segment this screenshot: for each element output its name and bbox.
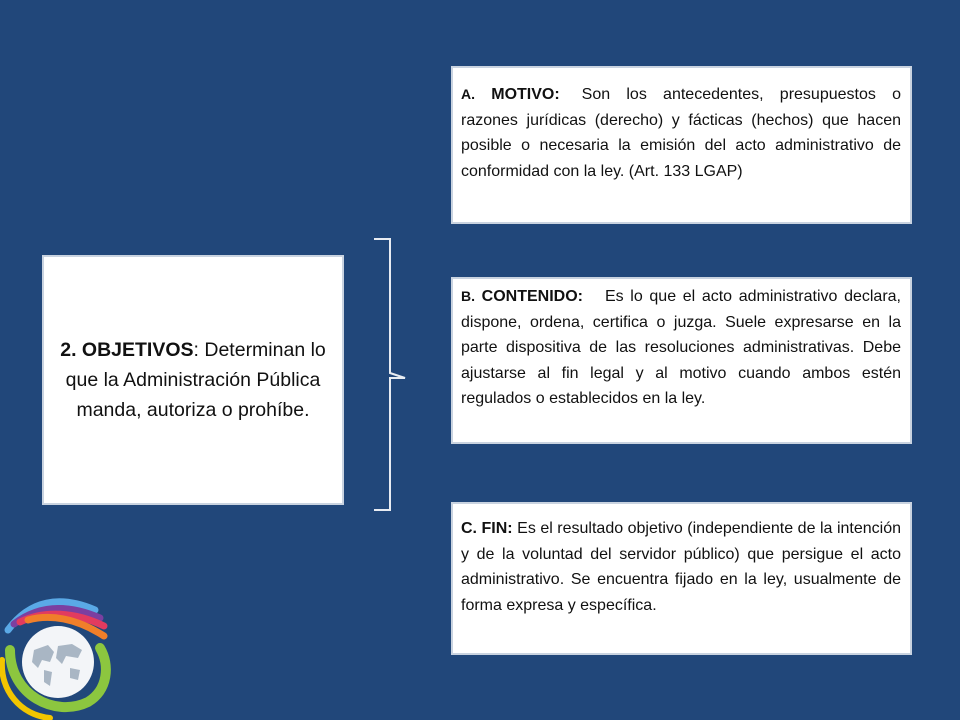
fin-text: Es el resultado objetivo (independiente de la intención y de la voluntad del servidor público) que persigue el acto administrativo. Se encuentra fijado en la ley, usualmente de forma expresa y específica.: [461, 520, 901, 614]
contenido-box: [451, 277, 912, 444]
contenido-text: Es lo que el acto administrativo declara, dispone, ordena, certifica o juzga. Suele expresarse en la parte dispositiva de las resoluciones administrativas. Debe ajustarse al fin legal y al motivo cuando ambos estén regulados o establecidos en la ley.: [461, 288, 902, 407]
motivo-letter: A.: [461, 86, 475, 102]
world-map-swirl-logo-icon: [0, 590, 140, 720]
brace-connector: [370, 236, 410, 516]
contenido-letter: B.: [461, 288, 475, 304]
objetivos-separator: :: [193, 339, 199, 361]
objetivos-description: Determinan lo que la Administración Pública manda, autoriza o prohíbe.: [65, 339, 326, 421]
contenido-heading: [461, 288, 583, 305]
motivo-heading: [461, 86, 560, 103]
contenido-label: CONTENIDO:: [481, 288, 583, 305]
fin-label: FIN:: [481, 520, 513, 537]
motivo-box: [451, 66, 912, 224]
objetivos-text: [60, 335, 326, 425]
objetivos-title: 2. OBJETIVOS: [60, 339, 194, 361]
fin-box: [451, 502, 912, 655]
fin-letter: C.: [461, 520, 477, 537]
objetivos-box: [42, 255, 344, 505]
fin-heading: [461, 520, 513, 537]
motivo-label: MOTIVO:: [491, 86, 560, 103]
motivo-text: Son los antecedentes, presupuestos o razones jurídicas (derecho) y fácticas (hechos) que hacen posible o necesaria la emisión del acto administrativo de conformidad con la ley. (Art. 133 LGAP): [461, 86, 901, 180]
